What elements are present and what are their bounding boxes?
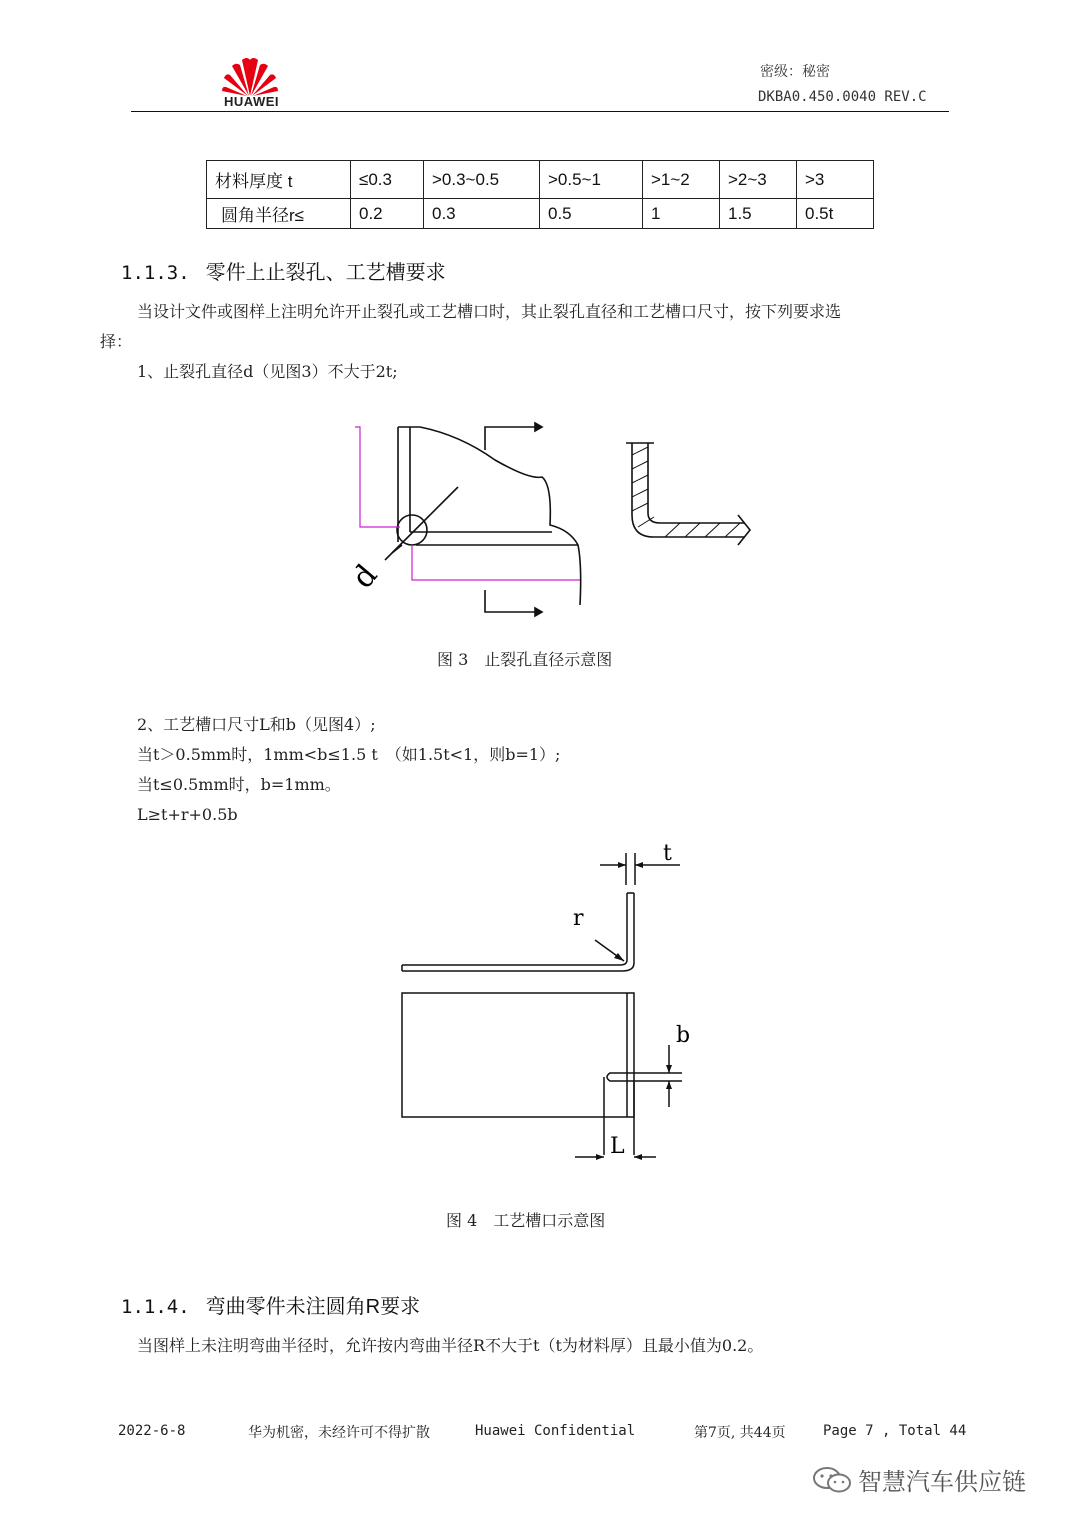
figure-4-caption: 图 4 工艺槽口示意图 bbox=[446, 1211, 606, 1230]
document-code: DKBA0.450.0040 REV.C bbox=[758, 89, 927, 105]
section-number: 1.1.4. bbox=[121, 1296, 190, 1318]
footer-confidential: 华为机密，未经许可不得扩散 bbox=[248, 1425, 430, 1441]
wechat-icon bbox=[812, 1465, 852, 1495]
table-cell: 0.2 bbox=[351, 199, 424, 229]
section-title: 弯曲零件未注圆角R要求 bbox=[205, 1296, 421, 1318]
paragraph-line: 当设计文件或图样上注明允许开止裂孔或工艺槽口时，其止裂孔直径和工艺槽口尺寸，按下列要求选 bbox=[137, 302, 842, 321]
watermark-text: 智慧汽车供应链 bbox=[858, 1468, 1026, 1496]
header-rule bbox=[131, 111, 949, 112]
table-cell: >0.5~1 bbox=[540, 161, 643, 199]
rule-line: 当t＞0.5mm时，1mm<b≤1.5 t （如1.5t<1，则b=1）; bbox=[137, 745, 561, 764]
table-cell: >3 bbox=[797, 161, 874, 199]
brand-name: HUAWEI bbox=[224, 94, 279, 109]
paragraph-line: 当图样上未注明弯曲半径时，允许按内弯曲半径R不大于t（t为材料厚）且最小值为0.2。 bbox=[137, 1336, 764, 1355]
rule-line: L≥t+r+0.5b bbox=[137, 805, 238, 824]
table-cell: 0.3 bbox=[424, 199, 540, 229]
fig4-b-label: b bbox=[676, 1023, 691, 1048]
huawei-logo bbox=[218, 56, 282, 110]
section-number: 1.1.3. bbox=[121, 262, 190, 284]
radius-table bbox=[206, 160, 874, 229]
list-item: 2、工艺槽口尺寸L和b（见图4）; bbox=[137, 715, 376, 734]
figure-3-diagram bbox=[330, 405, 770, 620]
table-header-cell: 材料厚度 t bbox=[207, 161, 351, 199]
table-cell: 0.5 bbox=[540, 199, 643, 229]
footer-date: 2022-6-8 bbox=[118, 1423, 186, 1439]
section-title: 零件上止裂孔、工艺槽要求 bbox=[205, 262, 446, 284]
footer-page-cn: 第7页, 共44页 bbox=[694, 1425, 786, 1441]
table-cell: 1 bbox=[643, 199, 720, 229]
fig3-d-label: d bbox=[345, 558, 385, 596]
section-heading-114 bbox=[121, 1290, 420, 1319]
figure-4-diagram bbox=[390, 835, 710, 1175]
table-cell: >0.3~0.5 bbox=[424, 161, 540, 199]
table-cell: ≤0.3 bbox=[351, 161, 424, 199]
table-cell: >1~2 bbox=[643, 161, 720, 199]
table-cell: 0.5t bbox=[797, 199, 874, 229]
footer-page-en: Page 7 , Total 44 bbox=[823, 1423, 967, 1439]
rule-line: 当t≤0.5mm时，b=1mm。 bbox=[137, 775, 341, 794]
fig4-r-label: r bbox=[573, 906, 584, 931]
table-row bbox=[207, 199, 874, 229]
table-row bbox=[207, 161, 874, 199]
figure-3-caption: 图 3 止裂孔直径示意图 bbox=[437, 650, 613, 669]
footer-confidential-en: Huawei Confidential bbox=[475, 1423, 636, 1439]
table-header-cell: 圆角半径r≤ bbox=[207, 199, 351, 229]
paragraph-line: 择： bbox=[100, 332, 133, 351]
huawei-flower-icon bbox=[218, 56, 282, 96]
section-heading-113 bbox=[121, 256, 446, 285]
table-cell: >2~3 bbox=[720, 161, 797, 199]
watermark bbox=[812, 1462, 1026, 1497]
fig4-t-label: t bbox=[663, 841, 672, 866]
list-item: 1、止裂孔直径d（见图3）不大于2t; bbox=[137, 362, 398, 381]
fig4-L-label: L bbox=[610, 1134, 625, 1159]
classification-label: 密级：秘密 bbox=[760, 64, 830, 80]
table-cell: 1.5 bbox=[720, 199, 797, 229]
